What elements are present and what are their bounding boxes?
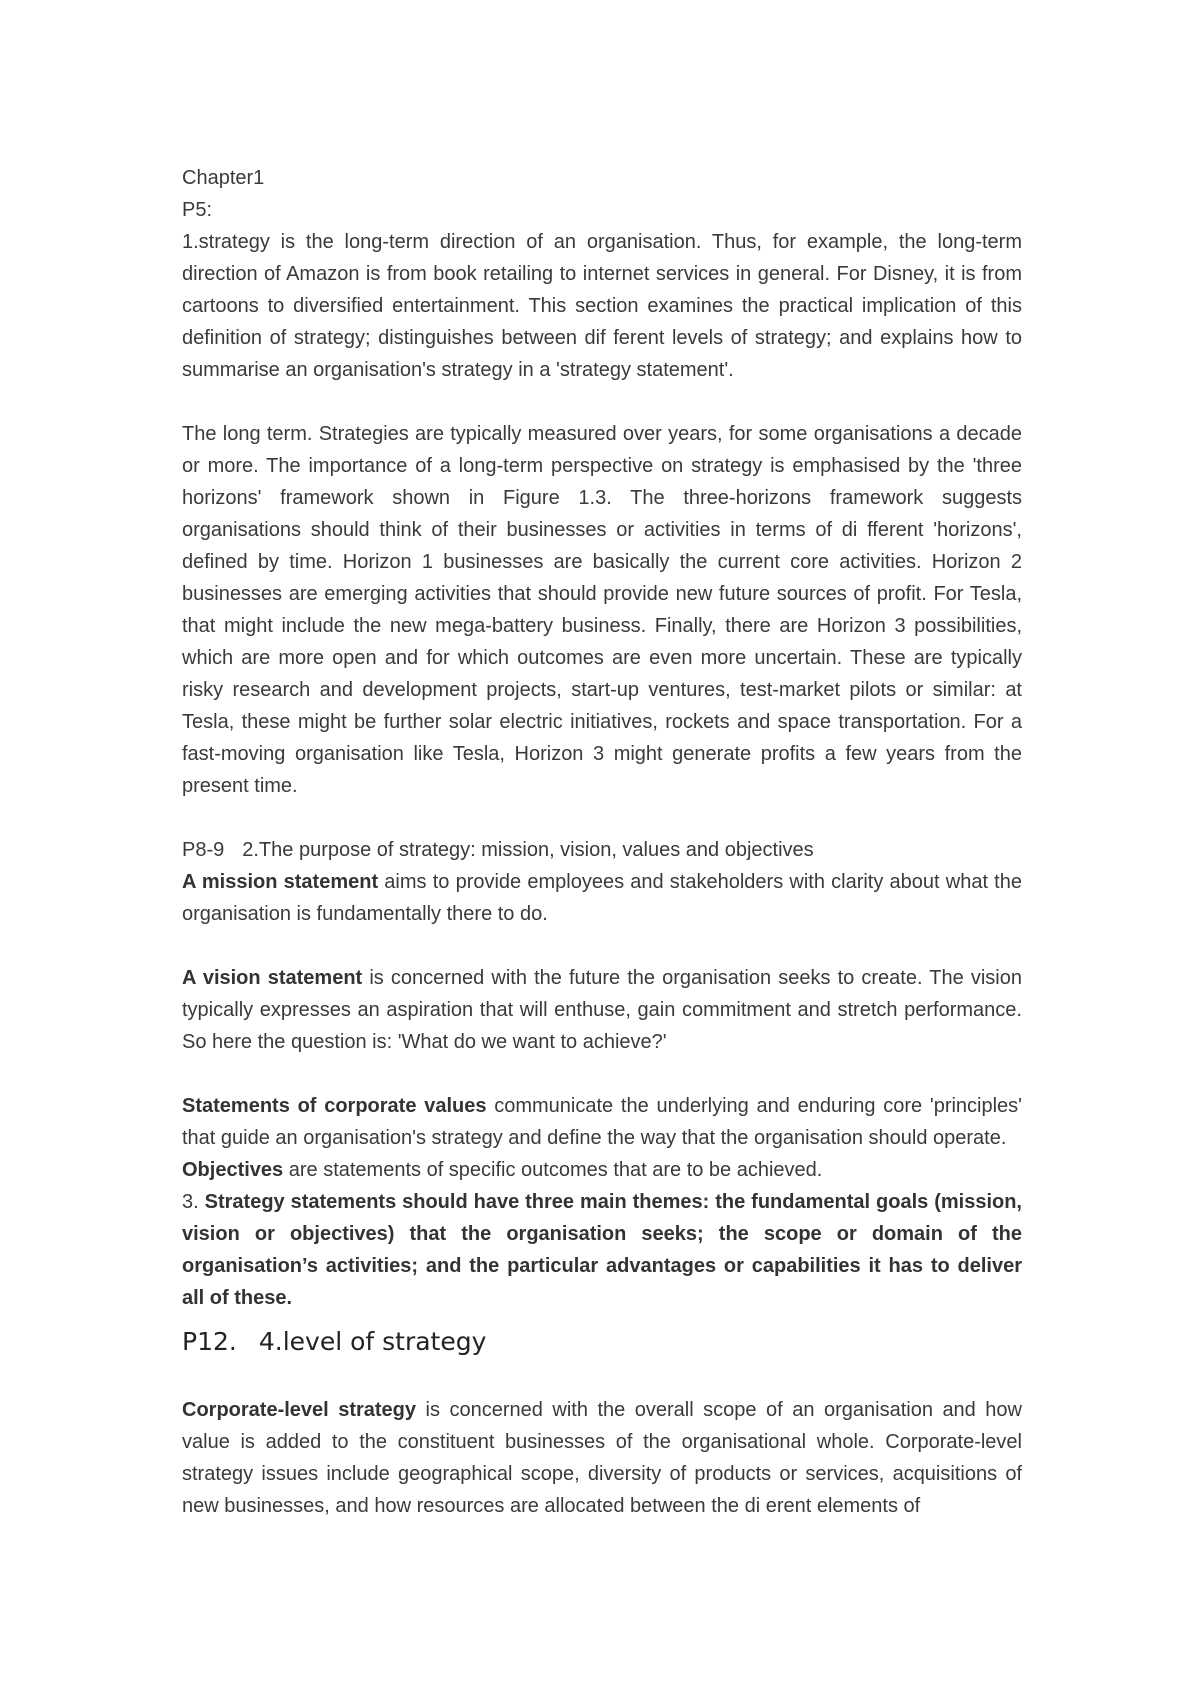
paragraph-vision [182,962,1022,1058]
term-values: Statements of corporate values [182,1095,487,1117]
page-reference: P5: [182,199,213,221]
objectives-text: are statements of specific outcomes that are to be achieved. [283,1159,823,1181]
point-number: 3. [182,1191,205,1213]
paragraph-long-term: The long term. Strategies are typically measured over years, for some organisations a decade or more. The importance of a long-term perspective on strategy is emphasised by the 'three horizons' framework shown in Figure 1.3. The three-horizons framework suggests organisations should think of their businesses or activities in terms of di fferent 'horizons', defined by time. Horizon 1 businesses are basically the current core activities. Horizon 2 businesses are emerging activities that should provide new future sources of profit. For Tesla, that might include the new mega-battery business. Finally, there are Horizon 3 possibilities, which are more open and for which outcomes are even more uncertain. These are typically risky research and development projects, start-up ventures, test-market pilots or similar: at Tesla, these might be further solar electric initiatives, rockets and space transportation. For a fast-moving organisation like Tesla, Horizon 3 might generate profits a few years from the present time. [182,423,1022,797]
document-body [182,162,1022,1522]
spacer [182,386,1022,418]
spacer [182,1058,1022,1090]
section-page-label: P8-9 [182,839,225,861]
paragraph-objectives [182,1154,1022,1186]
mission-text: aims to provide employees and stakeholders with clarity about what the organisation is fundamentally there to do. [182,871,1022,925]
paragraph-values [182,1090,1022,1154]
term-mission: A mission statement [182,871,379,893]
term-corporate-level: Corporate-level strategy [182,1399,417,1421]
heading-page-label: P12. [182,1327,237,1356]
chapter-title: Chapter1 [182,167,265,189]
paragraph-corporate-level [182,1394,1022,1522]
term-vision: A vision statement [182,967,363,989]
vision-text: is concerned with the future the organisation seeks to create. The vision typically expresses an aspiration that will enthuse, gain commitment and stretch performance. So here the question is: 'What do we want to achieve?' [182,967,1022,1053]
paragraph-strategy-definition: 1.strategy is the long-term direction of an organisation. Thus, for example, the long-term direction of Amazon is from book retailing to internet services in general. For Disney, it is from cartoons to diversified entertainment. This section examines the practical implication of this definition of strategy; distinguishes between dif ferent levels of strategy; and explains how to summarise an organisation's strategy in a 'strategy statement'. [182,231,1022,381]
heading-title: 4.level of strategy [258,1327,487,1356]
paragraph-strategy-statements [182,1186,1022,1314]
section-heading-purpose [182,834,1022,866]
spacer [182,802,1022,834]
heading-level-of-strategy [182,1322,1022,1362]
term-objectives: Objectives [182,1159,284,1181]
corporate-level-text: is concerned with the overall scope of an organisation and how value is added to the constituent businesses of the organisational whole. Corporate-level strategy issues include geographical scope, diversity of products or services, acquisitions of new businesses, and how resources are allocated between the di erent elements of [182,1399,1022,1517]
paragraph-mission [182,866,1022,930]
spacer [182,930,1022,962]
spacer [182,1362,1022,1394]
strategy-statements-text: Strategy statements should have three main themes: the fundamental goals (mission, vision or objectives) that the organisation seeks; the scope or domain of the organisation’s activities; and the particular advantages or capabilities it has to deliver all of these. [182,1191,1022,1309]
values-text: communicate the underlying and enduring core 'principles' that guide an organisation's strategy and define the way that the organisation should operate. [182,1095,1023,1149]
section-title: 2.The purpose of strategy: mission, vision, values and objectives [242,839,814,861]
